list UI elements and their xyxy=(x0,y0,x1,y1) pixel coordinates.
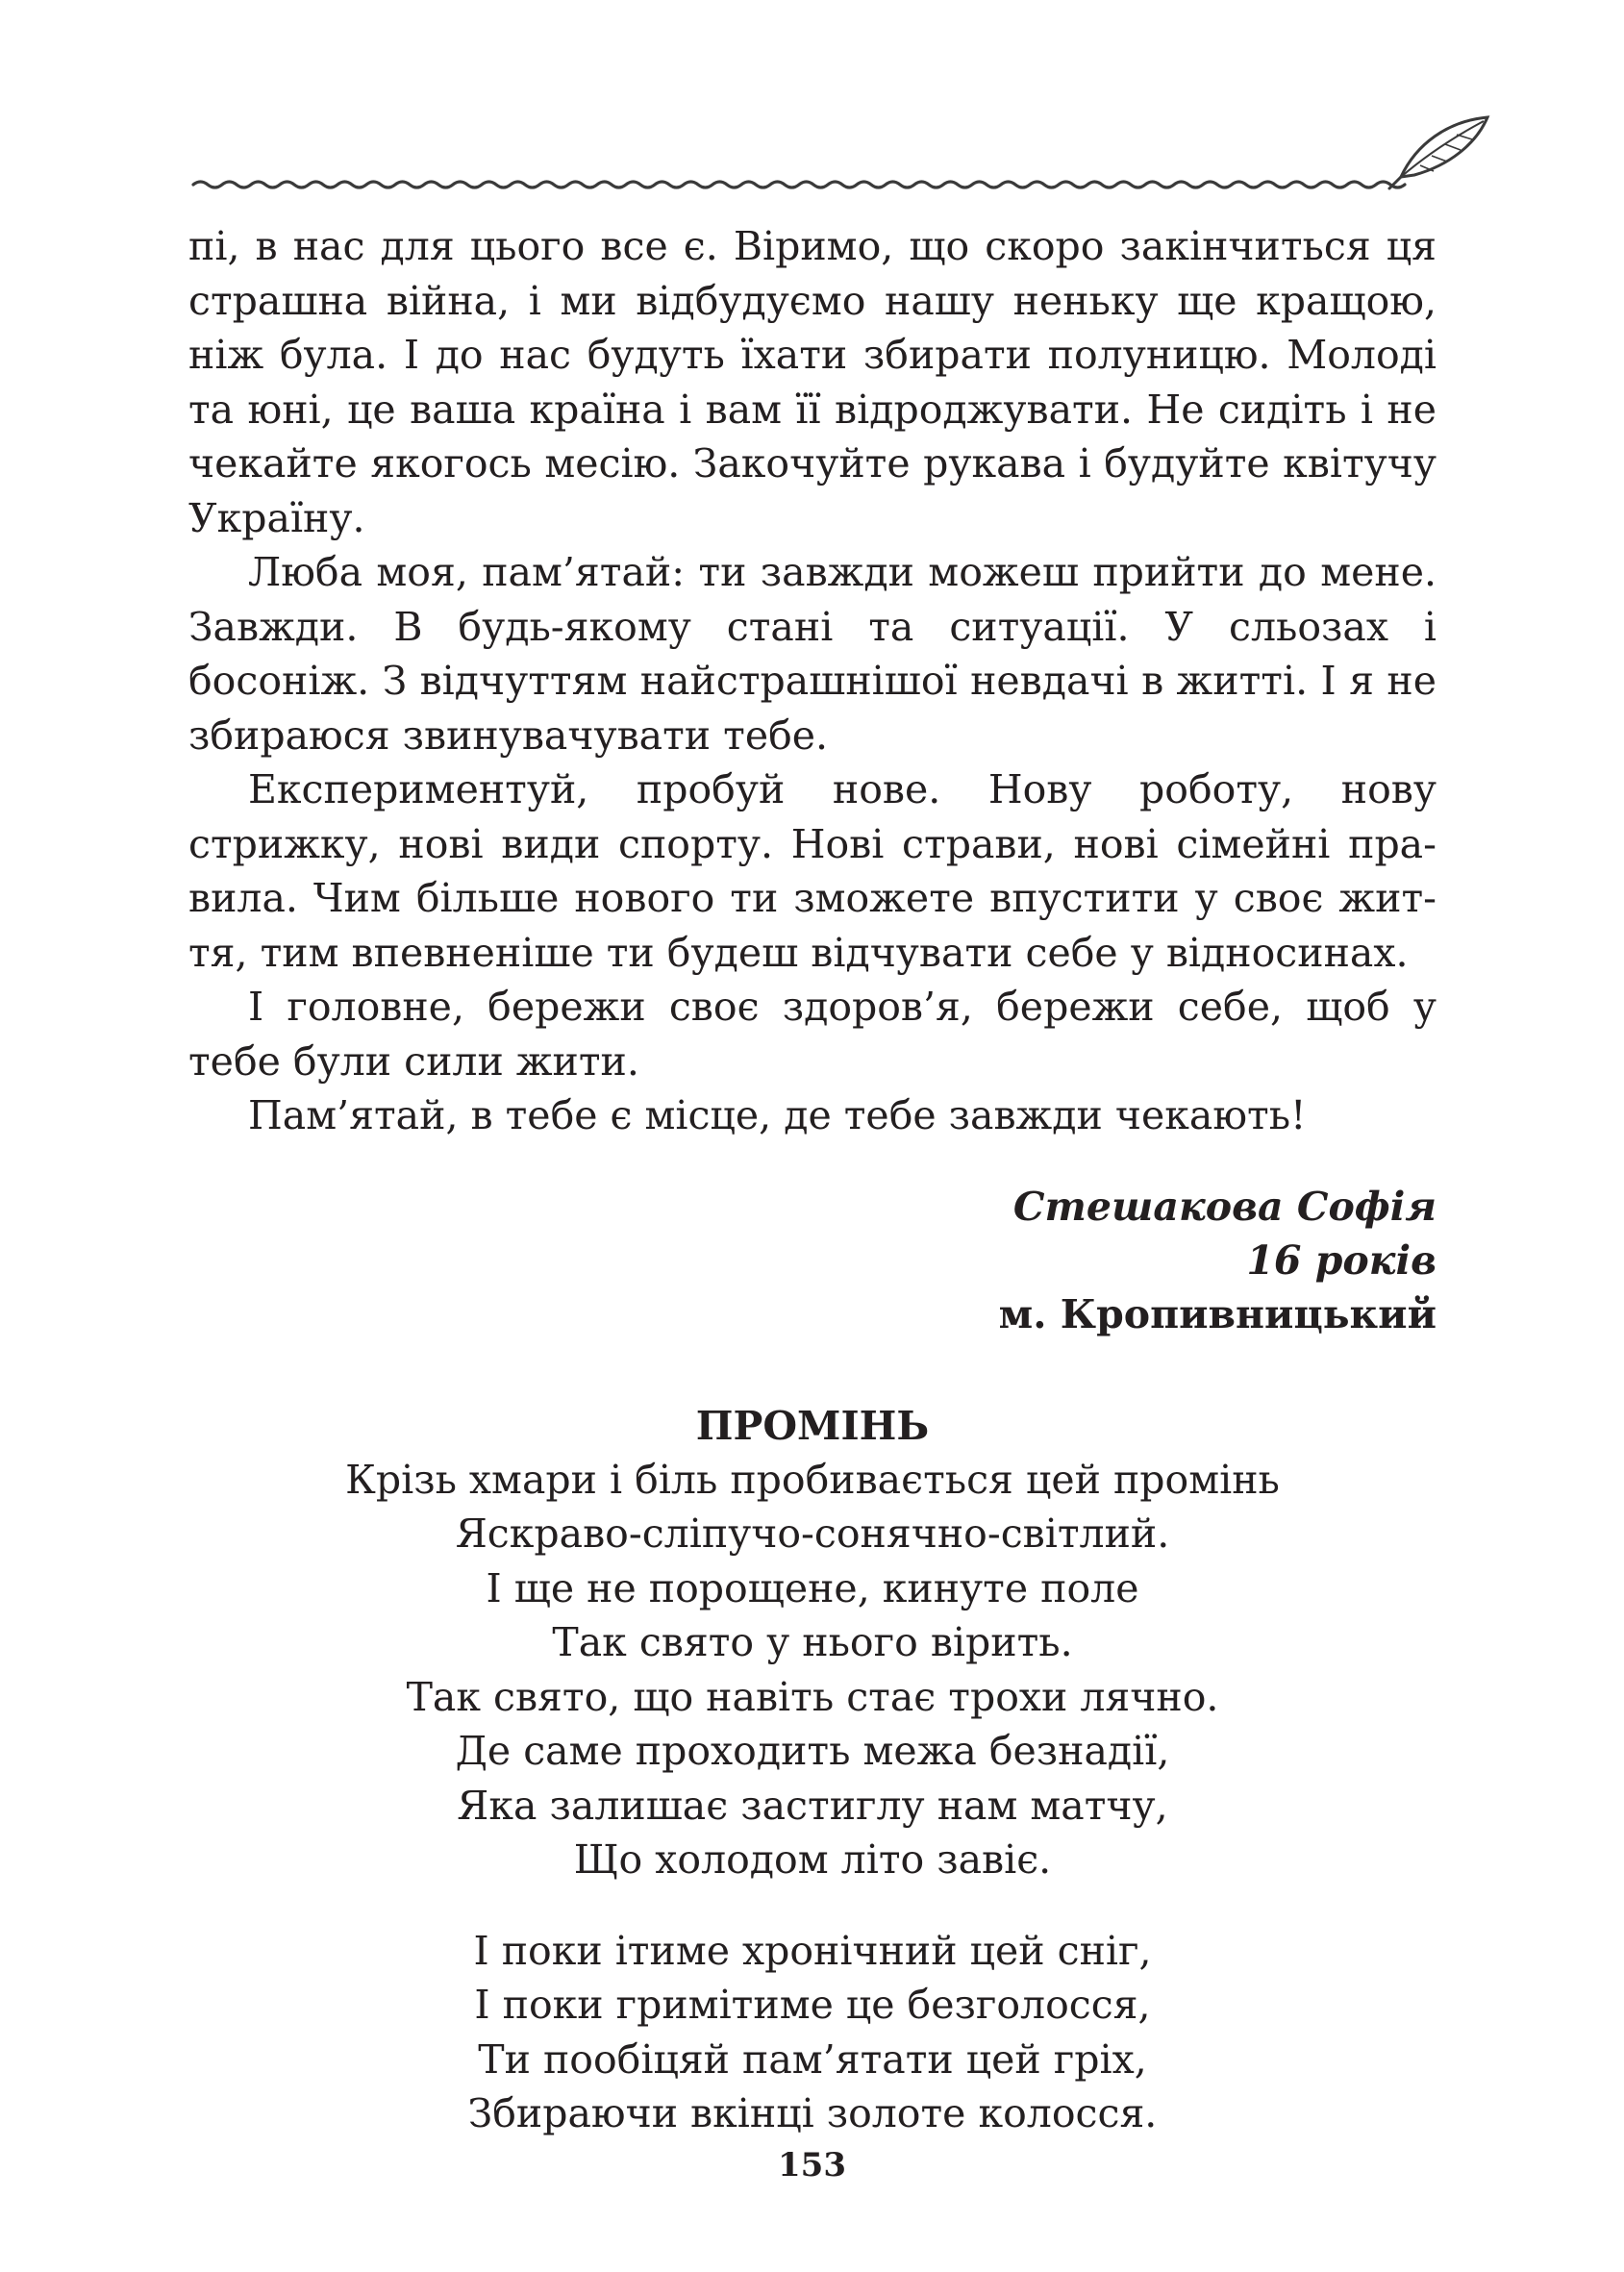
poem-line: Яскраво-сліпучо-сонячно-світлий. xyxy=(455,1511,1170,1557)
poem xyxy=(188,1399,1437,2141)
page-body xyxy=(188,219,1437,2141)
poem-line: Так свято, що навіть стає трохи лячно. xyxy=(406,1673,1219,1720)
poem-line: Що холодом літо завіє. xyxy=(573,1836,1052,1883)
author-name: Стешакова Софія xyxy=(1012,1183,1437,1230)
poem-line: Яка залишає застиглу нам матчу, xyxy=(457,1782,1168,1829)
author-signature xyxy=(188,1180,1437,1341)
quill-icon xyxy=(1389,117,1487,188)
poem-line: І ще не порощене, кинуте поле xyxy=(486,1564,1139,1611)
page-number: 153 xyxy=(778,2146,846,2185)
poem-title: ПРОМІНЬ xyxy=(695,1402,930,1449)
poem-line: Крізь хмари і біль пробивається цей промінь xyxy=(345,1456,1280,1503)
letter-text xyxy=(188,219,1437,1143)
poem-line: Збираючи вкінці золоте колосся. xyxy=(467,2090,1158,2136)
poem-line: Так свято у нього вірить. xyxy=(552,1619,1073,1665)
paragraph: Пам’ятай, в тебе є місце, де тебе завжди чекають! xyxy=(248,1092,1307,1138)
wavy-line-with-quill-icon xyxy=(187,115,1495,202)
poem-line: І поки гримітиме це безголосся, xyxy=(474,1982,1151,2028)
poem-stanza xyxy=(188,1924,1437,2141)
poem-line: Ти пообіцяй пам’ятати цей гріх, xyxy=(478,2035,1147,2083)
poem-stanza xyxy=(188,1453,1437,1887)
paragraph: І головне, бережи своє здоров’я, бережи себе, щоб у тебе були сили жити. xyxy=(188,984,1437,1085)
paragraph: Люба моя, пам’ятай: ти завжди можеш прийти до мене. Завжди. В будь-якому стані та ситуації. У сльозах і босоніж. З відчуттям найстрашнішої невдачі в житті. І я не збираюся звинувачувати тебе. xyxy=(188,549,1437,759)
poem-line: Де саме проходить межа безнадії, xyxy=(455,1728,1170,1774)
author-age: 16 років xyxy=(1246,1236,1437,1284)
author-city: м. Кропивницький xyxy=(998,1290,1437,1337)
poem-line: І поки ітиме хронічний цей сніг, xyxy=(473,1927,1152,1974)
paragraph: Експериментуй, пробуй нове. Нову роботу, нову стрижку, нові види спорту. Нові страви, нові сімейні правила. Чим більше нового ти зможете впустити у своє життя, тим впевненіше ти будеш відчувати себе у відносинах. xyxy=(188,766,1437,976)
paragraph: пі, в нас для цього все є. Віримо, що скоро закінчиться ця страшна війна, і ми відбудуємо нашу неньку ще кращою, ніж була. І до нас будуть їхати збирати полуницю. Молоді та юні, це ваша країна і вам її відроджувати. Не сидіть і не чекайте якогось месію. Закочуйте рукава і будуйте квітучу Україну. xyxy=(188,223,1437,541)
